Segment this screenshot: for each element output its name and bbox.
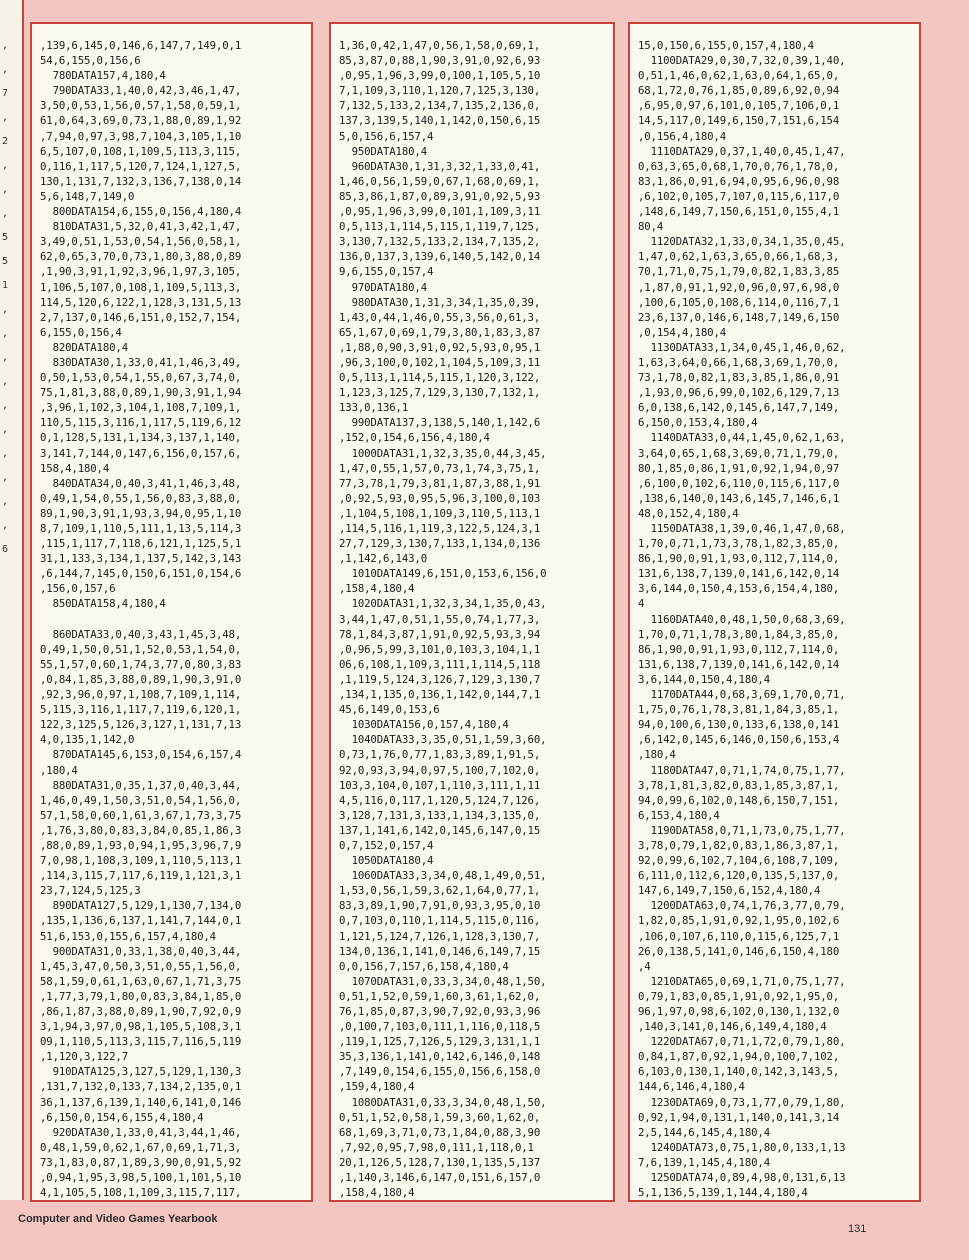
book-title: Computer and Video Games Yearbook xyxy=(18,1213,218,1225)
gutter-fragment: , xyxy=(2,208,9,219)
gutter-fragment: , xyxy=(2,184,9,195)
listing-column-3 xyxy=(628,22,921,1202)
gutter-fragment: , xyxy=(2,64,9,75)
program-listing-text: 15,0,150,6,155,0,157,4,180,4 1100DATA29,0,30,7,32,0,39,1,40, 0,51,1,46,0,62,1,63,0,64,1,65,0, 68,1,72,0,76,1,85,0,89,6,92,0,94 ,6,95,0,97,6,101,0,105,7,106,0,1 14,5,117,0,149,6,150,7,151,6,154 ,0,156,4,180,4 1110DATA29,0,37,1,40,0,45,1,47, 0,63,3,65,0,68,1,70,0,76,1,78,0, 83,1,86,0,91,6,94,0,95,6,96,0,98 ,6,102,0,105,7,107,0,115,6,117,0 ,148,6,149,7,150,6,151,0,155,4,1 80,4 1120DATA32,1,33,0,34,1,35,0,45, 1,47,0,62,1,63,3,65,0,66,1,68,3, 70,1,71,0,75,1,79,0,82,1,83,3,85 ,1,87,0,91,1,92,0,96,0,97,6,98,0 ,100,6,105,0,108,6,114,0,116,7,1 23,6,137,0,146,6,148,7,149,6,150 ,0,154,4,180,4 1130DATA33,1,34,0,45,1,46,0,62, 1,63,3,64,0,66,1,68,3,69,1,70,0, 73,1,78,0,82,1,83,3,85,1,86,0,91 ,1,93,0,96,6,99,0,102,6,129,7,13 6,0,138,6,142,0,145,6,147,7,149, 6,150,0,153,4,180,4 1140DATA33,0,44,1,45,0,62,1,63, 3,64,0,65,1,68,3,69,0,71,1,79,0, 80,1,85,0,86,1,91,0,92,1,94,0,97 ,6,100,0,102,6,110,0,115,6,117,0 ,138,6,140,0,143,6,145,7,146,6,1 48,0,152,4,180,4 1150DATA38,1,39,0,46,1,47,0,68, 1,70,0,71,1,73,3,78,1,82,3,85,0, 86,1,90,0,91,1,93,0,112,7,114,0, 131,6,138,7,139,0,141,6,142,0,14 3,6,144,0,150,4,153,6,154,4,180, 4 1160DATA40,0,48,1,50,0,68,3,69, 1,70,0,71,1,78,3,80,1,84,3,85,0, 86,1,90,0,91,1,93,0,112,7,114,0, 131,6,138,7,139,0,141,6,142,0,14 3,6,144,0,150,4,180,4 1170DATA44,0,68,3,69,1,70,0,71, 1,75,0,76,1,78,3,81,1,84,3,85,1, 94,0,100,6,130,0,133,6,138,0,141 ,6,142,0,145,6,146,0,150,6,153,4 ,180,4 1180DATA47,0,71,1,74,0,75,1,77, 3,78,1,81,3,82,0,83,1,85,3,87,1, 94,0,99,6,102,0,148,6,150,7,151, 6,153,4,180,4 1190DATA58,0,71,1,73,0,75,1,77, 3,78,0,79,1,82,0,83,1,86,3,87,1, 92,0,99,6,102,7,104,6,108,7,109, 6,111,0,112,6,120,0,135,5,137,0, 147,6,149,7,150,6,152,4,180,4 1200DATA63,0,74,1,76,3,77,0,79, 1,82,0,85,1,91,0,92,1,95,0,102,6 ,106,0,107,6,110,0,115,6,125,7,1 26,0,138,5,141,0,146,6,150,4,180 ,4 1210DATA65,0,69,1,71,0,75,1,77, 0,79,1,83,0,85,1,91,0,92,1,95,0, 96,1,97,0,98,6,102,0,130,1,132,0 ,140,3,141,0,146,6,149,4,180,4 1220DATA67,0,71,1,72,0,79,1,80, 0,84,1,87,0,92,1,94,0,100,7,102, 6,103,0,130,1,140,0,142,3,143,5, 144,6,146,4,180,4 1230DATA69,0,73,1,77,0,79,1,80, 0,92,1,94,0,131,1,140,0,141,3,14 2,5,144,6,145,4,180,4 1240DATA73,0,75,1,80,0,133,1,13 7,6,139,1,145,4,180,4 1250DATA74,0,89,4,98,0,131,6,13 5,1,136,5,139,1,144,4,180,4 xyxy=(638,39,846,1200)
gutter-fragment: , xyxy=(2,448,9,459)
gutter-fragment: 6 xyxy=(2,544,9,555)
gutter-fragment: , xyxy=(2,352,9,363)
gutter-fragment: , xyxy=(2,40,9,51)
program-listing-text: ,139,6,145,0,146,6,147,7,149,0,1 54,6,155,0,156,6 780DATA157,4,180,4 790DATA33,1,40,0,42,3,46,1,47, 3,50,0,53,1,56,0,57,1,58,0,59,1, 61,0,64,3,69,0,73,1,88,0,89,1,92 ,7,94,0,97,3,98,7,104,3,105,1,10 6,5,107,0,108,1,109,5,113,3,115, 0,116,1,117,5,120,7,124,1,127,5, 130,1,131,7,132,3,136,7,138,0,14 5,6,148,7,149,0 800DATA154,6,155,0,156,4,180,4 810DATA31,5,32,0,41,3,42,1,47, 3,49,0,51,1,53,0,54,1,56,0,58,1, 62,0,65,3,70,0,73,1,80,3,88,0,89 ,1,90,3,91,1,92,3,96,1,97,3,105, 1,106,5,107,0,108,1,109,5,113,3, 114,5,120,6,122,1,128,3,131,5,13 2,7,137,0,146,6,151,0,152,7,154, 6,155,0,156,4 820DATA180,4 830DATA30,1,33,0,41,1,46,3,49, 0,50,1,53,0,54,1,55,0,67,3,74,0, 75,1,81,3,88,0,89,1,90,3,91,1,94 ,3,96,1,102,3,104,1,108,7,109,1, 110,5,115,3,116,1,117,5,119,6,12 0,1,128,5,131,1,134,3,137,1,140, 3,141,7,144,0,147,6,156,0,157,6, 158,4,180,4 840DATA34,0,40,3,41,1,46,3,48, 0,49,1,54,0,55,1,56,0,83,3,88,0, 89,1,90,3,91,1,93,3,94,0,95,1,10 8,7,109,1,110,5,111,1,13,5,114,3 ,115,1,117,7,118,6,121,1,125,5,1 31,1,133,3,134,1,137,5,142,3,143 ,6,144,7,145,0,150,6,151,0,154,6 ,156,0,157,6 850DATA158,4,180,4 860DATA33,0,40,3,43,1,45,3,48, 0,49,1,50,0,51,1,52,0,53,1,54,0, 55,1,57,0,60,1,74,3,77,0,80,3,83 ,0,84,1,85,3,88,0,89,1,90,3,91,0 ,92,3,96,0,97,1,108,7,109,1,114, 5,115,3,116,1,117,7,119,6,120,1, 122,3,125,5,126,3,127,1,131,7,13 4,0,135,1,142,0 870DATA145,6,153,0,154,6,157,4 ,180,4 880DATA31,0,35,1,37,0,40,3,44, 1,46,0,49,1,50,3,51,0,54,1,56,0, 57,1,58,0,60,1,61,3,67,1,73,3,75 ,1,76,3,80,0,83,3,84,0,85,1,86,3 ,88,0,89,1,93,0,94,1,95,3,96,7,9 7,0,98,1,108,3,109,1,110,5,113,1 ,114,3,115,7,117,6,119,1,121,3,1 23,7,124,5,125,3 890DATA127,5,129,1,130,7,134,0 ,135,1,136,6,137,1,141,7,144,0,1 51,6,153,0,155,6,157,4,180,4 900DATA31,0,33,1,38,0,40,3,44, 1,45,3,47,0,50,3,51,0,55,1,56,0, 58,1,59,0,61,1,63,0,67,1,71,3,75 ,1,77,3,79,1,80,0,83,3,84,1,85,0 ,86,1,87,3,88,0,89,1,90,7,92,0,9 3,1,94,3,97,0,98,1,105,5,108,3,1 09,1,110,5,113,3,115,7,116,5,119 ,1,120,3,122,7 910DATA125,3,127,5,129,1,130,3 ,131,7,132,0,133,7,134,2,135,0,1 36,1,137,6,139,1,140,6,141,0,146 ,6,150,0,154,6,155,4,180,4 920DATA30,1,33,0,41,3,44,1,46, 0,48,1,59,0,62,1,67,0,69,1,71,3, 73,1,83,0,87,1,89,3,90,0,91,5,92 ,0,94,1,95,3,98,5,100,1,101,5,10 4,1,105,5,108,1,109,3,115,7,117, xyxy=(40,39,242,1200)
gutter-fragment: , xyxy=(2,376,9,387)
gutter-fragment: 5 xyxy=(2,232,9,243)
gutter-fragment: , xyxy=(2,520,9,531)
page-number: 131 xyxy=(848,1223,867,1235)
gutter-fragment: 7 xyxy=(2,88,9,99)
gutter-fragment: , xyxy=(2,160,9,171)
gutter-fragment: , xyxy=(2,112,9,123)
gutter-fragment: , xyxy=(2,424,9,435)
gutter-fragment: , xyxy=(2,400,9,411)
gutter-fragment: , xyxy=(2,472,9,483)
gutter-fragment: , xyxy=(2,328,9,339)
gutter-fragment: , xyxy=(2,496,9,507)
listing-column-2 xyxy=(329,22,615,1202)
gutter-fragment: 1 xyxy=(2,280,9,291)
gutter-fragment: , xyxy=(2,304,9,315)
left-page-gutter xyxy=(0,0,24,1200)
gutter-fragment: 5 xyxy=(2,256,9,267)
listing-column-1 xyxy=(30,22,313,1202)
gutter-fragment: 2 xyxy=(2,136,9,147)
program-listing-text: 1,36,0,42,1,47,0,56,1,58,0,69,1, 85,3,87,0,88,1,90,3,91,0,92,6,93 ,0,95,1,96,3,99,0,100,1,105,5,10 7,1,109,3,110,1,120,7,125,3,130, 7,132,5,133,2,134,7,135,2,136,0, 137,3,139,5,140,1,142,0,150,6,15 5,0,156,6,157,4 950DATA180,4 960DATA30,1,31,3,32,1,33,0,41, 1,46,0,56,1,59,0,67,1,68,0,69,1, 85,3,86,1,87,0,89,3,91,0,92,5,93 ,0,95,1,96,3,99,0,101,1,109,3,11 0,5,113,1,114,5,115,1,119,7,125, 3,130,7,132,5,133,2,134,7,135,2, 136,0,137,3,139,6,140,5,142,0,14 9,6,155,0,157,4 970DATA180,4 980DATA30,1,31,3,34,1,35,0,39, 1,43,0,44,1,46,0,55,3,56,0,61,3, 65,1,67,0,69,1,79,3,80,1,83,3,87 ,1,88,0,90,3,91,0,92,5,93,0,95,1 ,96,3,100,0,102,1,104,5,109,3,11 0,5,113,1,114,5,115,1,120,3,122, 1,123,3,125,7,129,3,130,7,132,1, 133,0,136,1 990DATA137,3,138,5,140,1,142,6 ,152,0,154,6,156,4,180,4 1000DATA31,1,32,3,35,0,44,3,45, 1,47,0,55,1,57,0,73,1,74,3,75,1, 77,3,78,1,79,3,81,1,87,3,88,1,91 ,0,92,5,93,0,95,5,96,3,100,0,103 ,1,104,5,108,1,109,3,110,5,113,1 ,114,5,116,1,119,3,122,5,124,3,1 27,7,129,3,130,7,133,1,134,0,136 ,1,142,6,143,0 1010DATA149,6,151,0,153,6,156,0 ,158,4,180,4 1020DATA31,1,32,3,34,1,35,0,43, 3,44,1,47,0,51,1,55,0,74,1,77,3, 78,1,84,3,87,1,91,0,92,5,93,3,94 ,0,96,5,99,3,101,0,103,3,104,1,1 06,6,108,1,109,3,111,1,114,5,118 ,1,119,5,124,3,126,7,129,3,130,7 ,134,1,135,0,136,1,142,0,144,7,1 45,6,149,0,153,6 1030DATA156,0,157,4,180,4 1040DATA33,3,35,0,51,1,59,3,60, 0,73,1,76,0,77,1,83,3,89,1,91,5, 92,0,93,3,94,0,97,5,100,7,102,0, 103,3,104,0,107,1,110,3,111,1,11 4,5,116,0,117,1,120,5,124,7,126, 3,128,7,131,3,133,1,134,3,135,0, 137,1,141,6,142,0,145,6,147,0,15 0,7,152,0,157,4 1050DATA180,4 1060DATA33,3,34,0,48,1,49,0,51, 1,53,0,56,1,59,3,62,1,64,0,77,1, 83,3,89,1,90,7,91,0,93,3,95,0,10 0,7,103,0,110,1,114,5,115,0,116, 1,121,5,124,7,126,1,128,3,130,7, 134,0,136,1,141,0,146,6,149,7,15 0,0,156,7,157,6,158,4,180,4 1070DATA31,0,33,3,34,0,48,1,50, 0,51,1,52,0,59,1,60,3,61,1,62,0, 76,1,85,0,87,3,90,7,92,0,93,3,96 ,0,100,7,103,0,111,1,116,0,118,5 ,119,1,125,7,126,5,129,3,131,1,1 35,3,136,1,141,0,142,6,146,0,148 ,7,149,0,154,6,155,0,156,6,158,0 ,159,4,180,4 1080DATA31,0,33,3,34,0,48,1,50, 0,51,1,52,0,58,1,59,3,60,1,62,0, 68,1,69,3,71,0,73,1,84,0,88,3,90 ,7,92,0,95,7,98,0,111,1,118,0,1 20,1,126,5,128,7,130,1,135,5,137 ,1,140,3,146,6,147,0,151,6,157,0 ,158,4,180,4 xyxy=(339,39,547,1200)
